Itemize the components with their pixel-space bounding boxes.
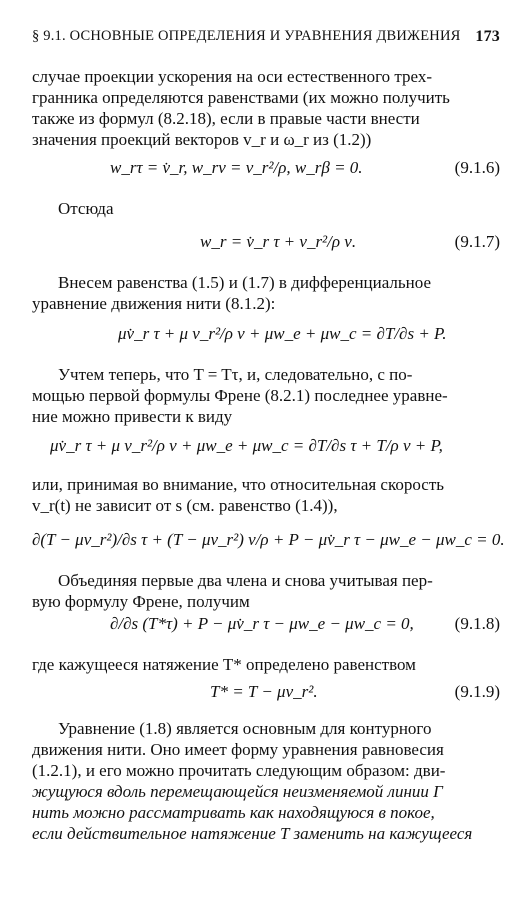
text-line: мощью первой формулы Френе (8.2.1) последнее уравне- [32,386,448,405]
text-line: гранника определяются равенствами (их можно получить [32,88,450,107]
text-line: где кажущееся натяжение T* определено равенством [32,655,416,674]
equation-body: μv̇_r τ + μ v_r²/ρ ν + μw_e + μw_c = ∂T/∂s + P. [118,324,447,343]
equation-number: (9.1.7) [454,232,500,251]
text-line: также из формул (8.2.18), если в правые части внести [32,109,420,128]
paragraph-5 [32,474,500,516]
equation-body: T* = T − μv_r². [210,682,318,701]
equation-frenet [32,436,500,466]
equation-9-1-6 [32,158,500,188]
equation-9-1-7 [32,232,500,262]
equation-body: ∂(T − μv_r²)/∂s τ + (T − μv_r²) ν/ρ + P − μv̇_r τ − μw_e − μw_c = 0. [32,530,505,549]
paragraph-7 [32,654,500,675]
text-line: жущуюся вдоль перемещающейся неизменяемой линии Г [32,782,443,801]
text-line: вую формулу Френе, получим [32,592,250,611]
text-line: нить можно рассматривать как находящуюся в покое, [32,803,435,822]
equation-body: μv̇_r τ + μ v_r²/ρ ν + μw_e + μw_c = ∂T/∂s τ + T/ρ ν + P, [50,436,443,455]
section-title: § 9.1. ОСНОВНЫЕ ОПРЕДЕЛЕНИЯ И УРАВНЕНИЯ ДВИЖЕНИЯ [32,28,461,44]
text-line: Отсюда [58,199,114,218]
paragraph-6 [32,570,500,612]
paragraph-8 [32,718,500,844]
paragraph-1 [32,66,500,150]
text-line: уравнение движения нити (8.1.2): [32,294,276,313]
equation-expanded [32,530,505,560]
text-line: v_r(t) не зависит от s (см. равенство (1.4)), [32,496,338,515]
text-line: Объединяя первые два члена и снова учитывая пер- [58,571,433,590]
text-line: ние можно привести к виду [32,407,233,426]
text-line: если действительное натяжение T заменить на кажущееся [32,824,473,843]
paragraph-2 [58,198,258,219]
page-number: 173 [475,28,500,45]
equation-body: w_r = v̇_r τ + v_r²/ρ ν. [200,232,357,251]
paragraph-3 [32,272,500,314]
equation-number: (9.1.6) [454,158,500,177]
text-line: Учтем теперь, что T = Tτ, и, следовательно, с по- [58,365,413,384]
text-line: Уравнение (1.8) является основным для контурного [58,719,432,738]
text-line: (1.2.1), и его можно прочитать следующим образом: дви- [32,761,446,780]
text-line: случае проекции ускорения на оси естественного трех- [32,67,433,86]
equation-9-1-9 [32,682,500,712]
equation-body: w_rτ = v̇_r, w_rν = v_r²/ρ, w_rβ = 0. [110,158,363,177]
equation-number: (9.1.9) [454,682,500,701]
equation-number: (9.1.8) [454,614,500,633]
equation-9-1-8 [32,614,500,644]
equation-motion [32,324,500,354]
text-line: движения нити. Оно имеет форму уравнения равновесия [32,740,444,759]
text-line: или, принимая во внимание, что относительная скорость [32,475,445,494]
text-line: Внесем равенства (1.5) и (1.7) в дифференциальное [58,273,432,292]
paragraph-4 [32,364,500,427]
text-line: значения проекций векторов v_r и ω_r из (1.2)) [32,130,372,149]
running-header [32,28,500,48]
equation-body: ∂/∂s (T*τ) + P − μv̇_r τ − μw_e − μw_c = 0, [110,614,414,633]
